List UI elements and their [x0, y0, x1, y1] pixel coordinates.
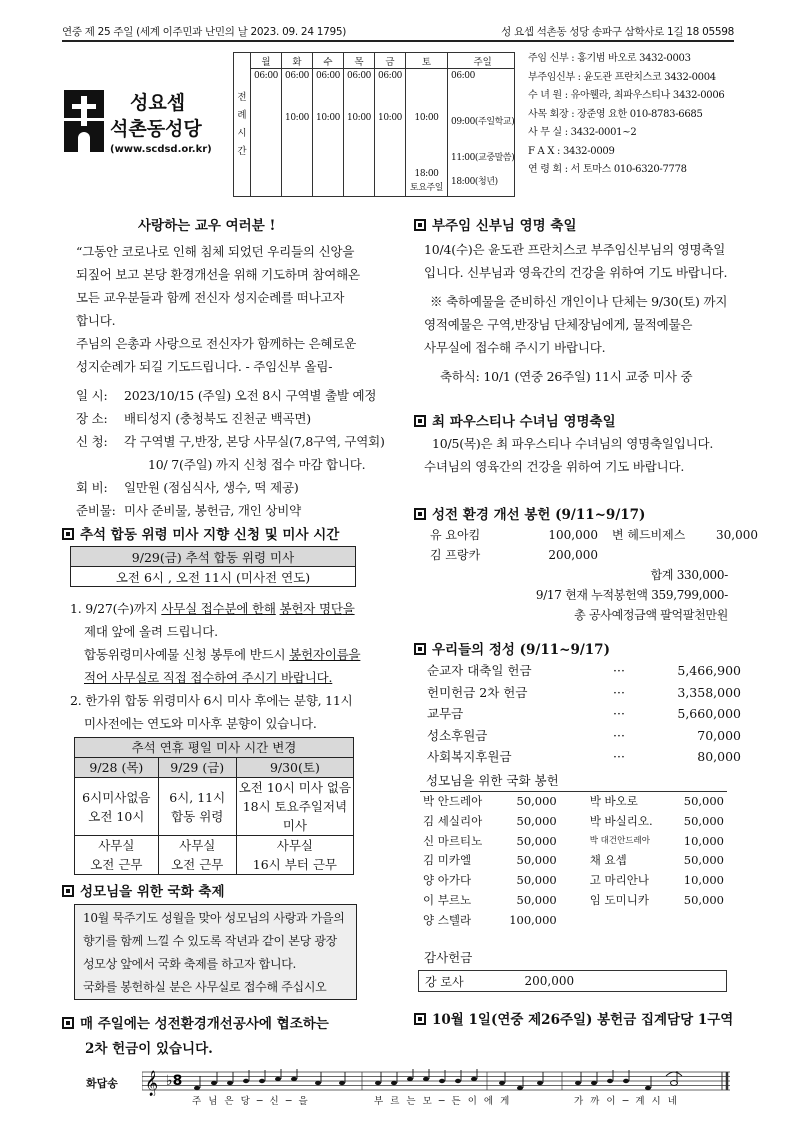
square-bullet-icon	[414, 1013, 426, 1025]
time-signature: ♭8	[166, 1073, 183, 1089]
donation-cumulative: 9/17 현재 누적봉헌액 359,799,000-	[535, 588, 728, 602]
table-row: 박 안드레아 50,000 박 바오로 50,000	[423, 794, 724, 808]
list-item: 사회복지후원금 ··· 80,000	[427, 749, 741, 764]
chuseok-mass-table	[70, 546, 356, 587]
donation-heading: 성전 환경 개선 봉헌 (9/11~9/17)	[414, 503, 645, 523]
bulletin-date: 연중 제 25 주일 (세계 이주민과 난민의 날 2023. 09. 24 1795)	[62, 26, 347, 38]
church-name-line2: 석촌동성당	[110, 118, 202, 140]
day-header-sun: 주일	[448, 53, 515, 69]
chuseok-mass-title: 9/29(금) 추석 합동 위령 미사	[71, 547, 356, 567]
cross-icon-bar	[72, 104, 96, 109]
contact-pastor: 주임 신부 : 홍기범 바오로 3432-0003	[528, 53, 691, 64]
church-website[interactable]: (www.scdsd.or.kr)	[110, 144, 212, 155]
weekday-table-title: 추석 연휴 평일 미사 시간 변경	[75, 738, 354, 758]
vicar-feast-heading: 부주임 신부님 영명 축일	[414, 214, 577, 234]
times-sun: 06:00 09:00(주일학교) 11:00(교중말씀) 18:00(청년)	[448, 69, 515, 197]
list-item: 교무금 ··· 5,660,000	[427, 706, 741, 721]
table-row: 신 마르티노 50,000 박 대건안드레아 10,000	[423, 833, 724, 848]
thanks-offering-table	[418, 970, 727, 992]
chuseok-mass-times: 오전 6시 , 오전 11시 (미사전 연도)	[71, 567, 356, 587]
times-mon: 06:00	[251, 69, 282, 197]
day-header-sat: 토	[406, 53, 448, 69]
contact-list	[528, 50, 724, 180]
contact-office: 사 무 실 : 3432-0001~2	[528, 127, 637, 138]
list-item: 순교자 대축일 헌금 ··· 5,466,900	[427, 663, 741, 678]
donation-list	[430, 526, 758, 625]
festival-notice-box: 10월 묵주기도 성월을 맞아 성모님의 사랑과 가을의 향기를 함께 느낄 수 있도록 작년과 같이 본당 광장 성모상 앞에서 국화 축제를 하고자 합니다. 국화를 봉헌하실 분은 사무실로 접수해 주십시오	[74, 904, 357, 1000]
table-cell: 사무실 오전 근무	[75, 836, 159, 875]
contact-convent: 수 녀 원 : 유아웰라, 최파우스티나 3432-0006	[528, 90, 725, 101]
event-row: 장 소: 배티성지 (충청북도 진천군 백곡면)	[76, 411, 311, 426]
thanks-offering-title: 감사헌금	[424, 950, 473, 965]
offering-heading: 우리들의 정성 (9/11~9/17)	[414, 638, 610, 658]
times-tue: 06:00 10:00	[282, 69, 313, 197]
donation-total: 합계 330,000-	[650, 568, 728, 582]
church-name-line1: 성요셉	[130, 92, 186, 114]
chuseok-notes: 1. 9/27(수)까지 사무실 접수분에 한해 봉헌자 명단을 제대 앞에 올려 드립니다. 합동위령미사예물 신청 봉투에 반드시 봉헌자이름을 적어 사무실로 직접 접수하여 주시기 바랍니다. 2. 한가위 합동 위령미사 6시 미사 후에는 분향, 11시 미사전에는 연도와 미사후 분향이 있습니다.	[70, 601, 361, 731]
square-bullet-icon	[62, 528, 74, 540]
sister-feast-text: 10/5(목)은 최 파우스티나 수녀님의 영명축일입니다. 수녀님의 영육간의 건강을 위하여 기도 바랍니다.	[424, 436, 714, 474]
second-collection-line2: 2차 헌금이 있습니다.	[85, 1041, 213, 1057]
church-door-icon	[78, 132, 90, 152]
contact-funeral-society: 연 령 회 : 서 토마스 010-6320-7778	[528, 164, 687, 175]
cross-icon	[81, 96, 87, 126]
table-cell: 6시, 11시 합동 위령	[158, 778, 236, 836]
greeting-title: 사랑하는 교우 여러분 !	[138, 218, 276, 234]
liturgy-side-label: 전 례 시 간	[234, 53, 251, 197]
times-wed: 06:00 10:00	[313, 69, 344, 197]
responsorial-psalm-label: 화답송	[86, 1077, 118, 1090]
event-row: 10/ 7(주일) 까지 신청 접수 마감 합니다.	[148, 457, 366, 472]
day-header-wed: 수	[313, 53, 344, 69]
contact-assistant-pastor: 부주임신부 : 윤도관 프란치스코 3432-0004	[528, 71, 716, 83]
list-item: 헌미헌금 2차 헌금 ··· 3,358,000	[427, 684, 741, 700]
thanks-amount: 200,000	[519, 971, 727, 992]
event-row: 일 시: 2023/10/15 (주일) 오전 8시 구역별 출발 예정	[76, 388, 377, 403]
list-item: 김 프랑카 200,000	[430, 547, 598, 562]
col-header: 9/28 (목)	[75, 758, 159, 778]
music-staff	[142, 1068, 730, 1096]
square-bullet-icon	[414, 219, 426, 231]
square-bullet-icon	[414, 643, 426, 655]
square-bullet-icon	[414, 415, 426, 427]
square-bullet-icon	[62, 1017, 74, 1029]
table-row: 이 부르노 50,000 임 도미니카 50,000	[423, 892, 724, 907]
list-item: 성소후원금 ··· 70,000	[427, 727, 741, 743]
square-bullet-icon	[62, 885, 74, 897]
event-row: 회 비: 일만원 (점심식사, 생수, 떡 제공)	[76, 480, 299, 495]
table-row	[419, 971, 727, 992]
col-header: 9/29 (금)	[158, 758, 236, 778]
square-bullet-icon	[414, 508, 426, 520]
liturgy-schedule-table	[233, 52, 515, 197]
pilgrimage-details	[76, 384, 385, 522]
church-address: 성 요셉 석촌동 성당 송파구 삼학사로 1길 18 05598	[501, 26, 734, 38]
table-cell: 사무실 16시 부터 근무	[236, 836, 353, 875]
event-row: 준비물: 미사 준비물, 봉헌금, 개인 상비약	[76, 503, 302, 518]
flower-offering-table	[420, 791, 727, 931]
counting-duty-heading: 10월 1일(연중 제26주일) 봉헌금 집계담당 1구역	[414, 1008, 733, 1028]
flower-offering-title: 성모님을 위한 국화 봉헌	[426, 773, 559, 788]
weekday-mass-change-table	[74, 737, 354, 875]
col-header: 9/30(토)	[236, 758, 353, 778]
header-bar	[62, 22, 734, 42]
table-cell: 오전 10시 미사 없음 18시 토요주일저녁미사	[236, 778, 353, 836]
table-cell: 6시미사없음 오전 10시	[75, 778, 159, 836]
day-header-thu: 목	[344, 53, 375, 69]
event-row: 신 청: 각 구역별 구,반장, 본당 사무실(7,8구역, 구역회)	[76, 434, 385, 449]
vicar-feast-text: 10/4(수)은 윤도관 프란치스코 부주임신부님의 영명축일 입니다. 신부님과 영육간의 건강을 위하여 기도 바랍니다. ※ 축하예물을 준비하신 개인이나 단체는 9/30(토) 까지 영적예물은 구역,반장님 단체장님에게, 물적예물은 사무실에 접수해 주시기 바랍니다. 축하식: 10/1 (연중 26주일) 11시 교중 미사 중	[424, 242, 728, 384]
contact-fax: F A X : 3432-0009	[528, 145, 615, 157]
offering-list	[427, 660, 741, 768]
times-fri: 06:00 10:00	[375, 69, 406, 197]
chuseok-section-heading: 추석 합동 위령 미사 지향 신청 및 미사 시간	[62, 523, 339, 543]
thanks-name: 강 로사	[419, 971, 519, 992]
treble-clef-icon: 𝄞	[145, 1071, 159, 1096]
times-thu: 06:00 10:00	[344, 69, 375, 197]
greeting-message: “그동안 코로나로 인해 침체 되었던 우리들의 신앙을 되짚어 보고 본당 환경개선을 위해 기도하며 참여해온 모든 교우분들과 함께 전신자 성지순례를 떠나고자 합니다. 주님의 은총과 사랑으로 전신자가 함께하는 은혜로운 성지순례가 되길 기도드립니다. - 주임신부 올림-	[76, 244, 360, 374]
table-row: 양 스텔라 100,000	[423, 912, 557, 927]
donation-goal: 총 공사예정금액 팔억팔천만원	[574, 608, 728, 622]
music-notes	[194, 1077, 678, 1090]
festival-section-heading: 성모님을 위한 국화 축제	[62, 880, 225, 900]
table-row: 김 세실리아 50,000 박 바실리오. 50,000	[423, 813, 724, 828]
table-cell: 사무실 오전 근무	[158, 836, 236, 875]
table-row: 양 아가다 50,000 고 마리안나 10,000	[423, 873, 724, 888]
contact-council-president: 사목 회장 : 장준영 요한 010-8783-6685	[528, 108, 703, 120]
fermata-icon	[666, 1072, 682, 1076]
second-collection-heading: 매 주일에는 성전환경개선공사에 협조하는	[62, 1012, 329, 1032]
day-header-tue: 화	[282, 53, 313, 69]
sister-feast-heading: 최 파우스티나 수녀님 영명축일	[414, 410, 616, 430]
table-row: 김 미카엘 50,000 채 요셉 50,000	[423, 853, 724, 868]
day-header-fri: 금	[375, 53, 406, 69]
times-sat: 10:00 18:00 토요주일	[406, 69, 448, 197]
day-header-mon: 월	[251, 53, 282, 69]
list-item: 유 요아킴 100,000 변 헤드비제스 30,000	[430, 528, 758, 542]
